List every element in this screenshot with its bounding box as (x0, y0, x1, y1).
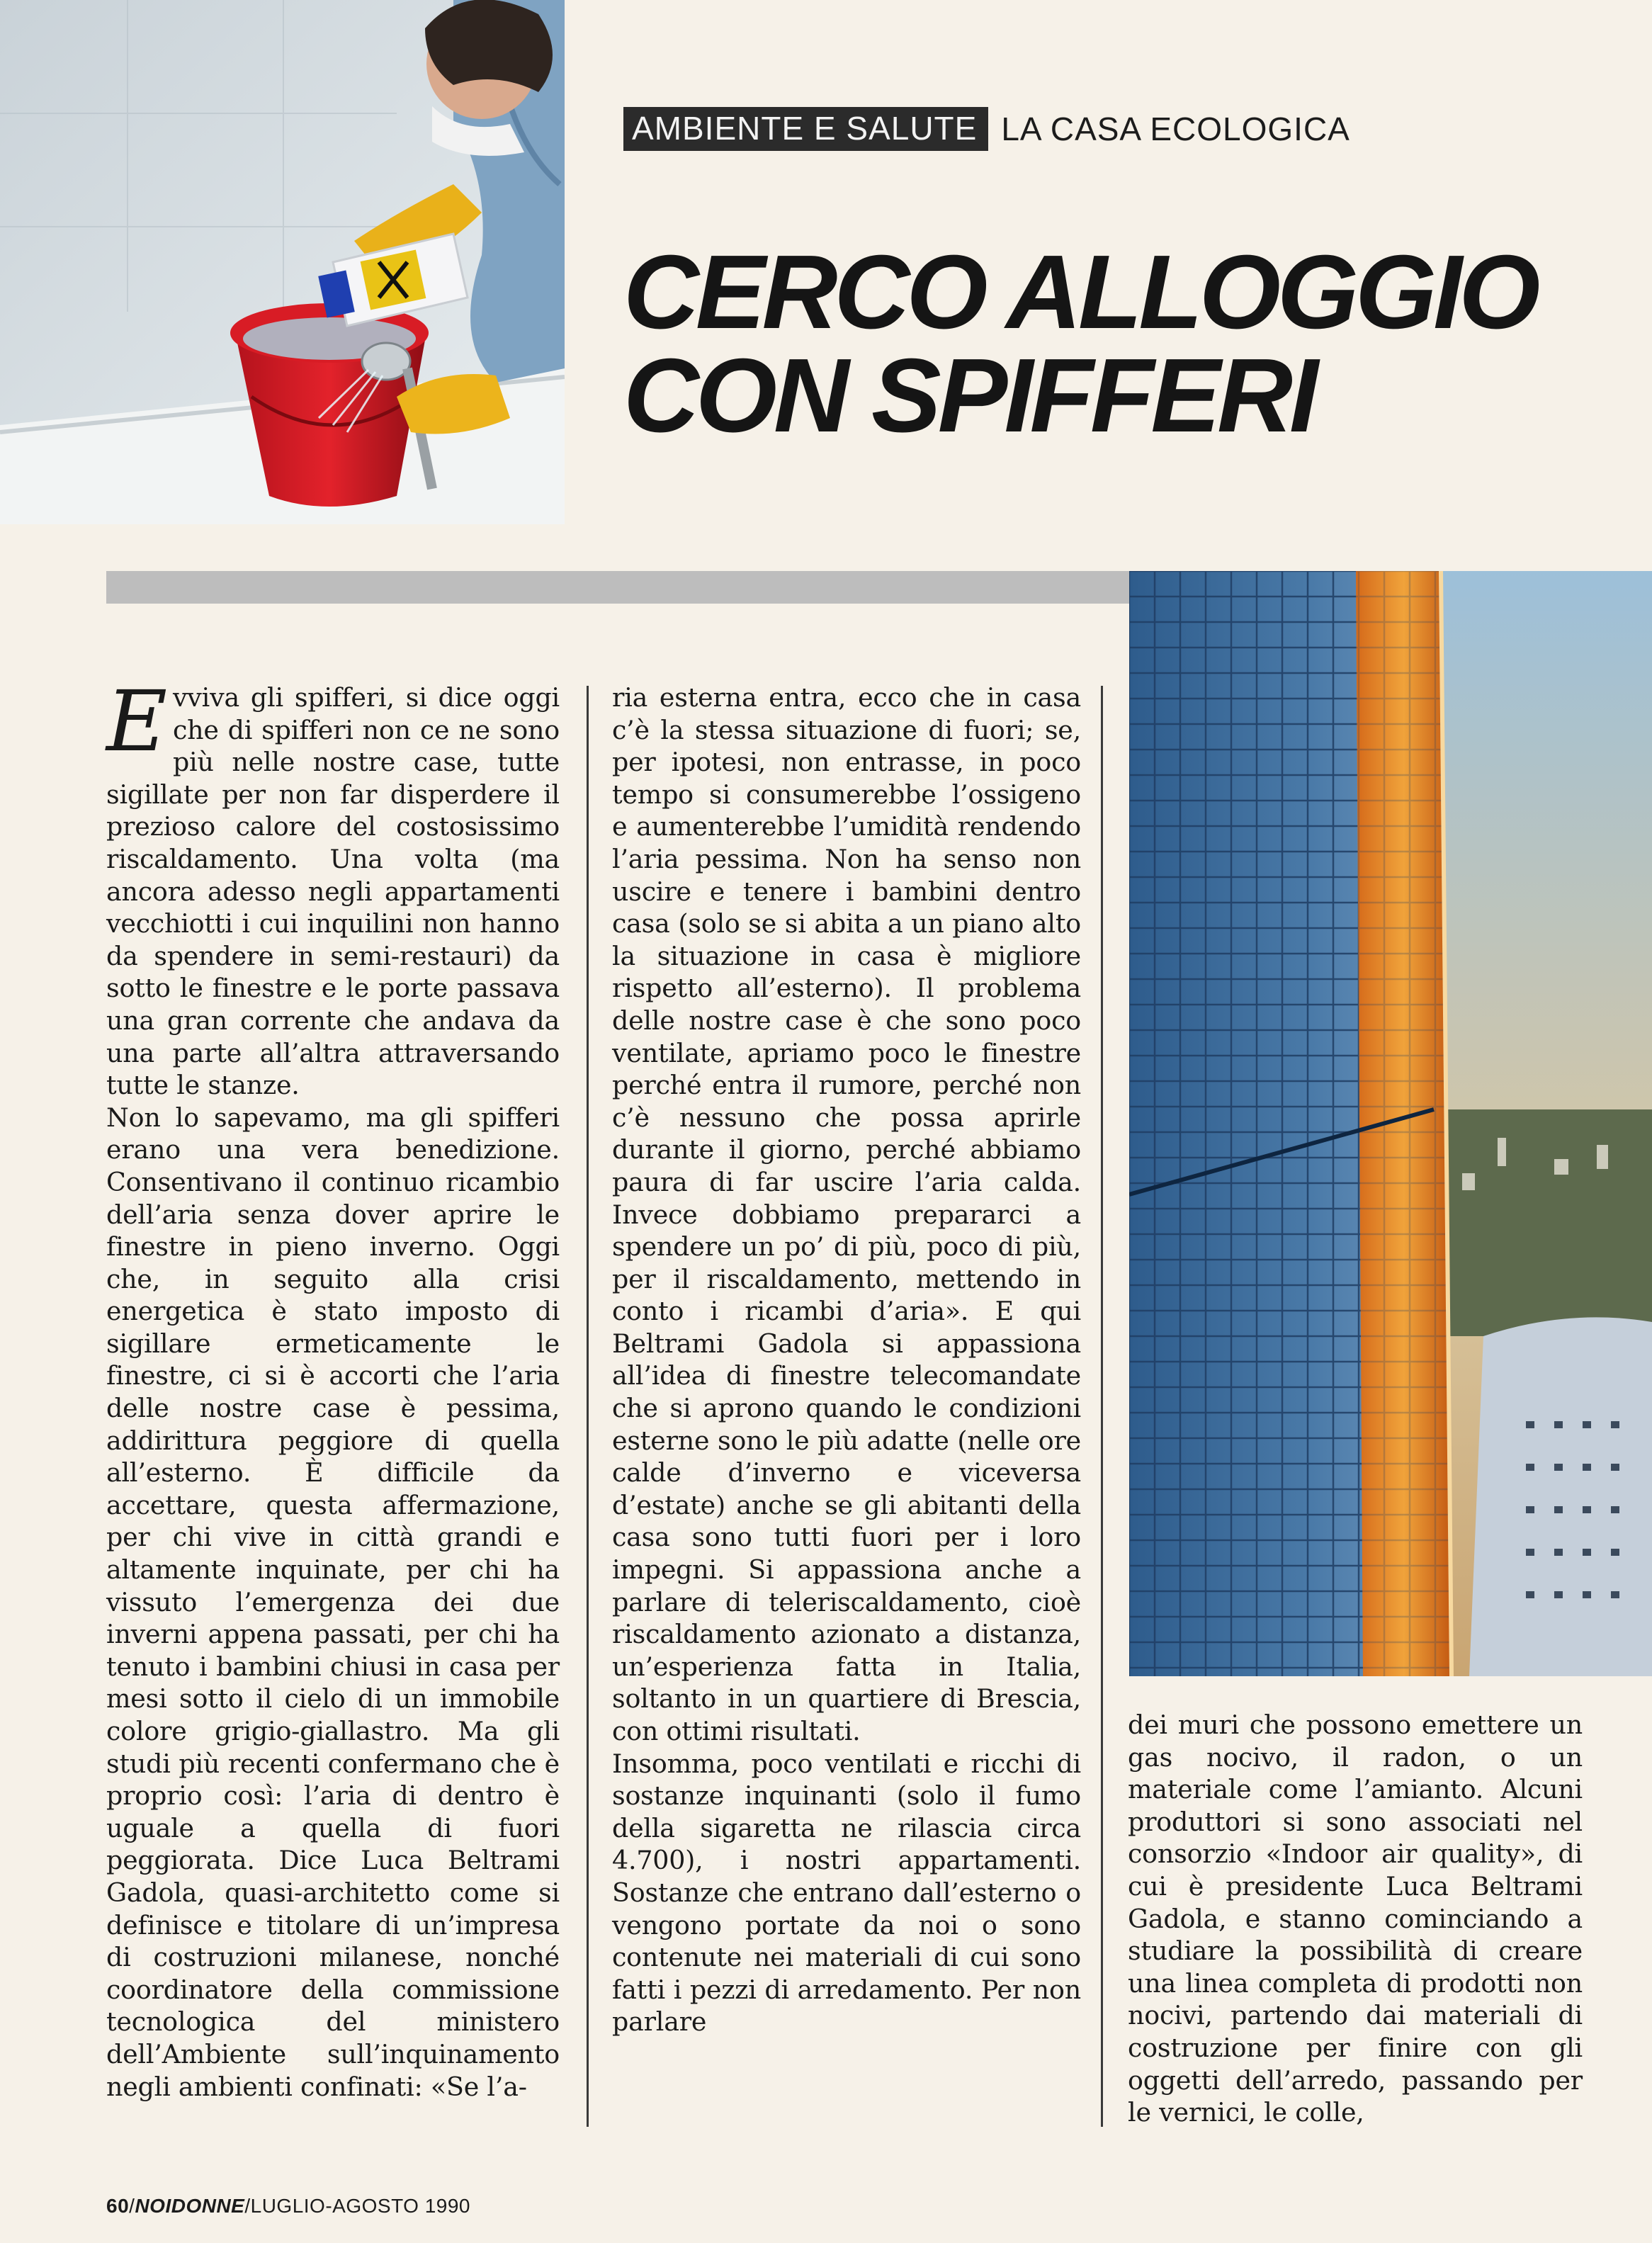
page-footer: 60/NOIDONNE/LUGLIO-AGOSTO 1990 (106, 2195, 471, 2217)
paragraph: Non lo sapevamo, ma gli spifferi erano una vera benedizione. Consentivano il continuo ricambio dell’aria senza dover aprire le finestre in pieno inverno. Oggi che, in seguito alla crisi energetica è stato imposto di sigillare ermeticamente le finestre, ci si è accorti che l’aria delle nostre case è pessima, addirittura peggiore di quella all’esterno. È difficile da accettare, questa affermazione, per chi vive in città grandi e altamente inquinate, per chi ha vissuto l’emergenza dei due inverni appena passati, per chi ha tenuto i bambini chiusi in casa per mesi sotto il cielo di un immobile colore grigio-giallastro. Ma gli studi più recenti confermano che è proprio così: l’aria di dentro è uguale a quella di fuori peggiorata. Dice Luca Beltrami Gadola, quasi-architetto come si definisce e titolare di un’impresa di costruzioni milanese, nonché coordinatore della commissione tecnologica del ministero dell’Ambiente sull’inquinamento negli ambienti confinati: «Se l’a- (106, 1102, 560, 2102)
headline (623, 234, 1629, 454)
paragraph-text: vviva gli spifferi, si dice oggi che di spifferi non ce ne sono più nelle nostre case, tutte sigillate per non far disperdere il prezioso calore del costosissimo riscaldamento. Una volta (ma ancora adesso negli appartamenti vecchiotti i cui inquilini non hanno da spendere in semi-restauri) da sotto le finestre e le porte passava una gran corrente che andava da una parte all’altra attraversando tutte le stanze. (106, 682, 560, 1101)
column-rule (1101, 686, 1103, 2127)
section-title: LA CASA ECOLOGICA (1001, 111, 1350, 147)
headline-line-1: CERCO ALLOGGIO (623, 234, 1537, 351)
section-tag: AMBIENTE E SALUTE (623, 107, 988, 151)
page-number: 60 (106, 2195, 130, 2217)
headline-line-2: CON SPIFFERI (623, 337, 1316, 454)
column-rule (587, 686, 589, 2127)
paragraph: Insomma, poco ventilati e ricchi di sostanze inquinanti (solo il fumo della sigaretta ne rilascia circa 4.700), i nostri appartamenti. Sostanze che entrano dall’esterno o vengono portate da noi o sono contenute nei materiali di cui sono fatti i pezzi di arredamento. Per non parlare (612, 1748, 1081, 2038)
drop-cap: E (106, 672, 167, 770)
paragraph (106, 672, 560, 1102)
paragraph: ria esterna entra, ecco che in casa c’è la stessa situazione di fuori; se, per ipotesi, non entrasse, in poco tempo si consumerebbe l’ossigeno e aumenterebbe l’umidità rendendo l’aria pessima. Non ha senso non uscire e tenere i bambini dentro casa (solo se si abita a un piano alto la situazione in casa è migliore rispetto all’esterno). Il problema delle nostre case è che sono poco ventilate, apriamo poco le finestre perché entra il rumore, perché non c’è nessuno che possa aprirle durante il giorno, perché abbiamo paura di far uscire l’aria calda. Invece dobbiamo prepararci a spendere un po’ di più, poco di più, per il riscaldamento, mettendo in conto i ricambi d’aria». E qui Beltrami Gadola si appassiona all’idea di finestre telecomandate che si aprono quando le condizioni esterne sono le più adatte (nelle ore calde d’inverno e viceversa d’estate) anche se gli abitanti della casa sono tutti fuori per i loro impegni. Si appassiona anche a parlare di teleriscaldamento, cioè riscaldamento azionato a distanza, un’esperienza fatta in Italia, soltanto in un quartiere di Brescia, con ottimi risultati. (612, 682, 1081, 1746)
cleaning-photo (0, 0, 565, 524)
grey-divider-bar (106, 571, 1129, 604)
section-header (623, 106, 1350, 152)
issue-date: LUGLIO-AGOSTO 1990 (250, 2195, 471, 2217)
magazine-name: NOIDONNE (135, 2195, 245, 2217)
skyscraper-photo (1129, 571, 1652, 1676)
article-column-2 (612, 682, 1081, 2038)
article-column-1 (106, 672, 560, 2103)
article-column-3 (1128, 1709, 1583, 2129)
paragraph: dei muri che possono emettere un gas nocivo, il radon, o un materiale come l’amianto. Alcuni produttori si sono associati nel consorzio «Indoor air quality», di cui è presidente Luca Beltrami Gadola, e stanno cominciando a studiare la possibilità di creare una linea completa di prodotti non nocivi, partendo dai materiali di costruzione per finire con gli oggetti dell’arredo, passando per le vernici, le colle, (1128, 1710, 1583, 2128)
